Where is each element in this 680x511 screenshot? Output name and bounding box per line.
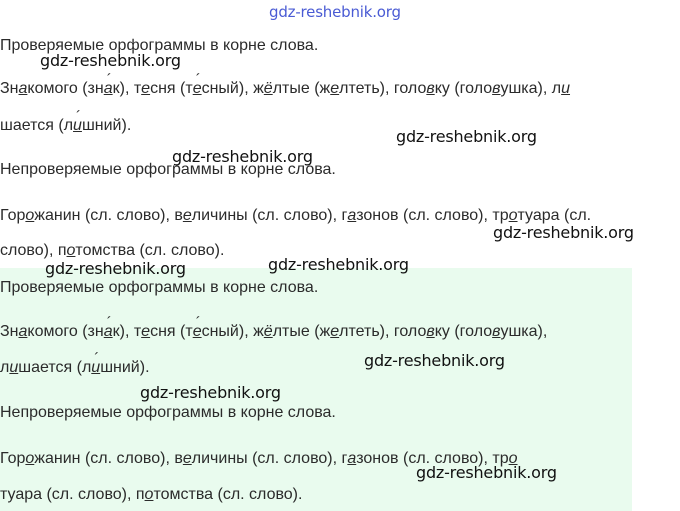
watermark: gdz-reshebnik.org (172, 147, 313, 166)
watermark: gdz-reshebnik.org (268, 255, 409, 274)
bottom-line-3: Горожанин (сл. слово), величины (сл. слово), газонов (сл. слово), тро (0, 450, 518, 467)
watermark: gdz-reshebnik.org (396, 127, 537, 146)
bottom-heading-unchecked: Непроверяемые орфограммы в корне слова. (0, 404, 336, 421)
watermark: gdz-reshebnik.org (45, 259, 186, 278)
bottom-line-1: Знакомого (зна ´к), тесня (те ´сный), жёлтые (желтеть), головку (головушка), (0, 322, 547, 342)
top-line-3: Горожанин (сл. слово), величины (сл. слово), газонов (сл. слово), тротуара (сл. (0, 207, 592, 224)
top-line-4: слово), потомства (сл. слово). (0, 242, 225, 259)
top-heading-unchecked: Непроверяемые орфограммы в корне слова. (0, 161, 336, 178)
watermark: gdz-reshebnik.org (416, 463, 557, 482)
bottom-heading-checked: Проверяемые орфограммы в корне слова. (0, 279, 319, 296)
top-heading-checked: Проверяемые орфограммы в корне слова. (0, 37, 319, 54)
top-line-2: шается (ли ´шний). (0, 116, 131, 136)
top-line-1: Знакомого (зна ´к), тесня (те ´сный), жёлтые (желтеть), головку (головушка), ли (0, 79, 570, 99)
bottom-line-4: туара (сл. слово), потомства (сл. слово). (0, 486, 303, 503)
watermark-top: gdz-reshebnik.org (269, 3, 401, 21)
bottom-line-2: лишается (ли ´шний). (0, 358, 150, 378)
watermark: gdz-reshebnik.org (493, 223, 634, 242)
watermark: gdz-reshebnik.org (140, 383, 281, 402)
watermark: gdz-reshebnik.org (40, 51, 181, 70)
watermark: gdz-reshebnik.org (364, 351, 505, 370)
